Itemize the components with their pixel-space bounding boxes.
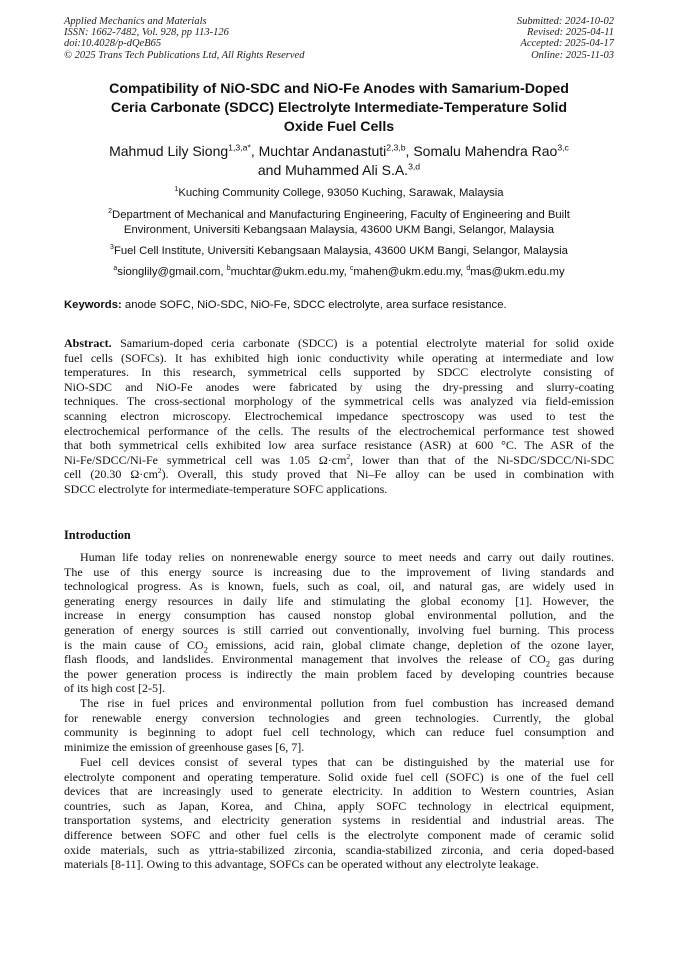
body-line: difference between SOFC and other fuel cells is the electrolyte component made of ceramic solid — [64, 827, 614, 842]
body-line: Human life today relies on nonrenewable energy source to meet needs and carry out daily routines. — [80, 550, 614, 564]
date-online: Online: 2025-11-03 — [531, 49, 614, 61]
abstract-line: Abstract. Samarium-doped ceria carbonate (SDCC) is a potential electrolyte material for solid oxide — [64, 336, 615, 350]
body-line: oxide materials, such as yttria-stabilized zirconia, scandia-stabilized zirconia, and ceria doped-based — [64, 842, 614, 857]
body-line: the power generation process is indirectly the main problem faced by developing countries because — [64, 666, 614, 681]
intro-paragraph-2 — [64, 696, 614, 754]
journal-copyright: © 2025 Trans Tech Publications Ltd, All Rights Reserved — [64, 49, 305, 61]
intro-paragraph-3 — [64, 755, 614, 872]
body-line: transportation systems, and electricity generation systems in residential and industrial areas. The — [64, 813, 614, 828]
abstract-line: temperatures. In this research, symmetrical cells supported by SDCC electrolyte consisting of — [64, 365, 614, 380]
intro-paragraph-1 — [64, 550, 614, 696]
section-heading-introduction: Introduction — [64, 528, 131, 542]
body-line: is the main cause of $CO_2$ emissions, acid rain, global climate change, depletion of the ozone layer, — [64, 637, 614, 654]
title-line: Ceria Carbonate (SDCC) Electrolyte Intermediate-Temperature Solid — [110, 100, 568, 116]
abstract-line: fuel cells (SOFCs). It has exhibited high ionic conductivity while operating at intermediate and low — [64, 350, 614, 365]
author-name: Somalu Mahendra Rao — [413, 143, 558, 159]
body-line: technological progress. As is known, fuels, such as coal, oil, and natural gas, are widely used in — [64, 579, 614, 594]
author-affil-mark: 1,3,a* — [228, 142, 251, 153]
body-line: countries, such as Japan, Korea, and China, apply SOFC technology in electrical equipment, — [64, 798, 614, 813]
abstract-line: Ni-Fe/SDCC/Ni-Fe symmetrical cell was 1.05 $\Omega\cdot cm^2$, lower than that of the Ni-SDC/SDCC/Ni-SDC — [64, 451, 614, 467]
body-line: The rise in fuel prices and environmental pollution from fuel combustion has increased demand — [80, 696, 614, 710]
keywords-label: Keywords: — [64, 299, 122, 311]
affiliation-2: $^2$Department of Mechanical and Manufacturing Engineering, Faculty of Engineering and Built Environment, Universiti Kebangsaan Malaysia, 43600 UKM Bangi, Selangor, Malaysia — [108, 208, 570, 236]
abstract-label: Abstract. — [64, 336, 112, 350]
author-list: Mahmud Lily Siong$^{1,3,a*}$, Muchtar Andanastuti$^{2,3,b}$, Somalu Mahendra Rao$^{3,c}$ and Muhammed Ali S.A.$^{3,d}$ — [109, 142, 569, 178]
abstract-line: electrochemical performance of the cells. The results of the electrochemical performance test showed — [64, 423, 614, 438]
body-line: flash floods, and landslides. Environmental management that involves the release of $CO_2$ gas during — [64, 652, 615, 669]
body-line: increase in energy consumption has caused nonstop global environmental pollution, and the — [64, 608, 614, 623]
title-line: Compatibility of NiO-SDC and NiO-Fe Anodes with Samarium-Doped — [109, 81, 569, 97]
keywords-text: anode SOFC, NiO-SDC, NiO-Fe, SDCC electrolyte, area surface resistance. — [124, 299, 507, 311]
author-name: Mahmud Lily Siong — [109, 143, 229, 159]
date-accepted: Accepted: 2025-04-17 — [520, 38, 614, 50]
author-name: Muhammed Ali S.A. — [285, 162, 409, 178]
abstract — [64, 336, 614, 497]
body-line: for renewable energy conversion technologies and green technologies. Currently, the global — [64, 710, 614, 725]
journal-info — [64, 16, 304, 61]
author-affil-mark: 3,c — [557, 142, 569, 153]
date-revised: Revised: 2025-04-11 — [527, 27, 614, 39]
body-line: of its high cost [2-5]. — [64, 681, 165, 696]
body-line: devices that are increasingly used to generate electricity. In addition to Western countries, Asian — [64, 784, 614, 799]
body-line: community is beginning to adopt fuel cell technology, which can reduce fuel consumption and — [64, 725, 614, 740]
abstract-line: SDCC electrolyte for intermediate-temperature SOFC applications. — [64, 481, 388, 496]
author-conjunction: and — [257, 162, 282, 178]
keywords — [64, 298, 614, 313]
abstract-line: that both symmetrical cells exhibited low area surface resistance (ASR) at 600 °C. The ASR of the — [64, 438, 614, 453]
email-link[interactable]: sionglily@gmail.com, — [117, 266, 224, 278]
email-link[interactable]: mas@ukm.edu.my — [470, 266, 565, 278]
journal-issn: ISSN: 1662-7482, Vol. 928, pp 113-126 — [64, 27, 229, 39]
author-name: Muchtar Andanastuti — [258, 143, 387, 159]
abstract-line: NiO-SDC and NiO-Fe anodes were fabricated by using the dry-pressing and slurry-coating — [64, 379, 614, 394]
journal-name: Applied Mechanics and Materials — [64, 16, 207, 27]
body-line: The use of this energy source is increasing due to the improvement of living standards and — [64, 564, 614, 579]
body-line: Fuel cell devices consist of several types that can be distinguished by the material use for — [80, 755, 614, 769]
author-emails: $^a$sionglily@gmail.com, $^b$muchtar@ukm.edu.my, $^c$mahen@ukm.edu.my, $^d$mas@ukm.edu.my — [113, 265, 565, 278]
affiliation-1: $^1$Kuching Community College, 93050 Kuching, Sarawak, Malaysia — [174, 186, 504, 199]
body-line: generation of energy sources is still carried out conventionally, involving fuel burning. This process — [64, 622, 614, 637]
email-link[interactable]: muchtar@ukm.edu.my, — [230, 266, 347, 278]
author-affil-mark: 2,3,b — [386, 142, 406, 153]
abstract-line: techniques. The cross-sectional morphology of the symmetrical cells was analyzed via field-emission — [64, 394, 614, 409]
journal-doi: doi:10.4028/p-dQeB65 — [64, 38, 162, 50]
body-line: electrolyte component and operating temperature. Solid oxide fuel cell (SOFC) is one of the fuel cell — [64, 769, 614, 784]
abstract-line: scanning electron microscopy. Electrochemical impedance spectroscopy was used to test the — [64, 408, 614, 423]
email-link[interactable]: mahen@ukm.edu.my, — [353, 266, 464, 278]
body-line: generating energy resources in daily life and stimulating the global economy [1]. However, the — [64, 593, 614, 608]
abstract-line: cell (20.30 $\Omega\cdot cm^2$). Overall, this study proved that Ni–Fe alloy can be used in combination with — [64, 466, 615, 482]
paper-title — [64, 80, 614, 137]
affiliation-3: $^3$Fuel Cell Institute, Universiti Kebangsaan Malaysia, 43600 UKM Bangi, Selangor, Malaysia — [110, 244, 568, 257]
author-affil-mark: 3,d — [408, 161, 421, 172]
body-line: minimize the emission of greenhouse gases [6, 7]. — [64, 739, 305, 754]
title-line: Oxide Fuel Cells — [283, 119, 395, 135]
body-line: materials [8-11]. Owing to this advantage, SOFCs can be operated without any electrolyte leakage. — [64, 857, 539, 872]
submission-dates — [517, 16, 614, 61]
date-submitted: Submitted: 2024-10-02 — [516, 16, 614, 27]
